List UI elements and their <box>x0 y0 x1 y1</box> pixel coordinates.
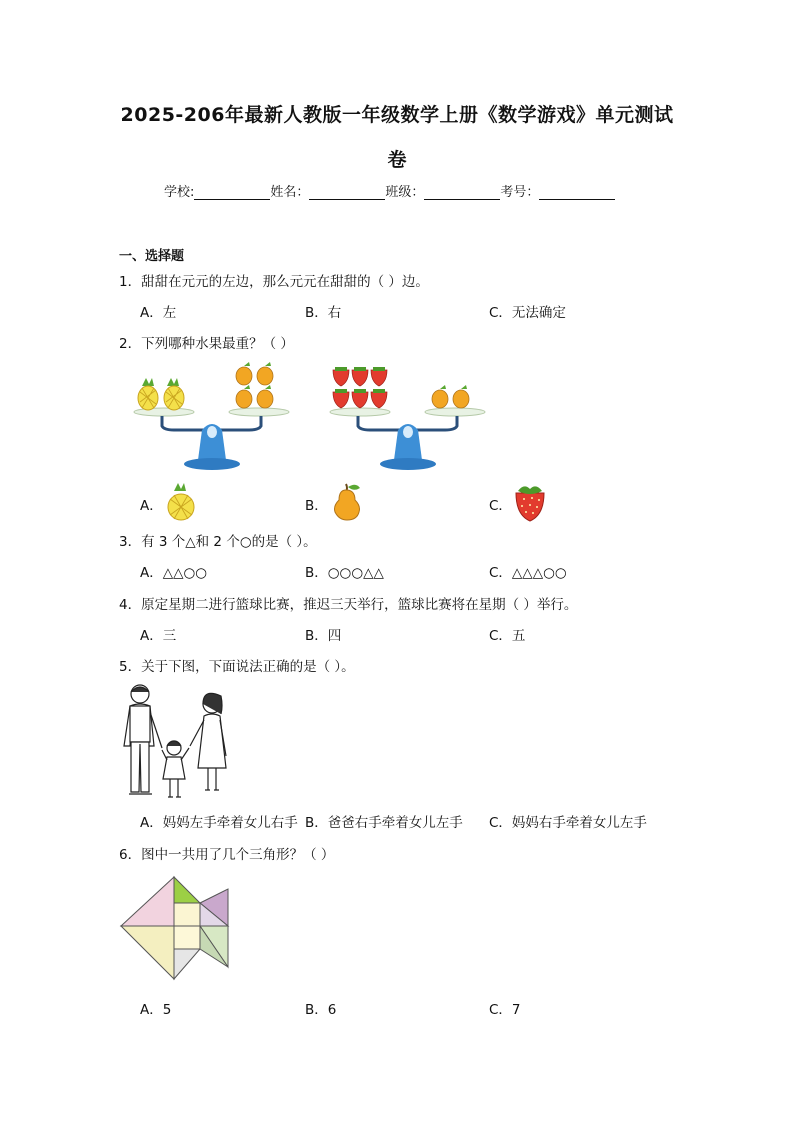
question-5-stem: 5．关于下图，下面说法正确的是（ ）。 <box>119 659 355 675</box>
pineapple-icon <box>164 483 198 521</box>
question-6-option-a[interactable]: A．5 <box>140 1002 172 1018</box>
question-1-option-b[interactable]: B．右 <box>305 305 342 321</box>
tangram-fish <box>121 877 229 981</box>
question-5-option-a[interactable]: A．妈妈左手牵着女儿右手 <box>140 815 298 831</box>
question-2-option-c[interactable]: C． <box>489 498 512 514</box>
student-info <box>164 181 615 200</box>
question-5-option-b[interactable]: B．爸爸右手牵着女儿左手 <box>305 815 463 831</box>
question-6-option-c[interactable]: C．7 <box>489 1002 521 1018</box>
class-field[interactable] <box>424 186 500 200</box>
pineapple-icon <box>164 378 184 410</box>
name-field[interactable] <box>309 186 385 200</box>
school-field[interactable] <box>194 186 270 200</box>
question-3-stem: 3．有 3 个△和 2 个○的是（ ）。 <box>119 534 317 550</box>
question-6-option-b[interactable]: B．6 <box>305 1002 337 1018</box>
exam-no-field[interactable] <box>539 186 615 200</box>
question-3-option-c[interactable]: C．△△△○○ <box>489 565 567 581</box>
section-heading: 一、选择题 <box>119 249 185 264</box>
page-title-continued: 卷 <box>387 149 407 171</box>
pineapple-icon <box>138 378 158 410</box>
balance-scale-2 <box>330 360 485 475</box>
question-4-option-a[interactable]: A．三 <box>140 628 177 644</box>
page-title: 2025-206年最新人教版一年级数学上册《数学游戏》单元测试 <box>120 104 674 126</box>
exam-no-label: 考号： <box>500 185 540 200</box>
question-1-option-c[interactable]: C．无法确定 <box>489 305 566 321</box>
question-4-option-b[interactable]: B．四 <box>305 628 342 644</box>
question-1-option-a[interactable]: A．左 <box>140 305 177 321</box>
question-3-option-b[interactable]: B．○○○△△ <box>305 565 384 581</box>
balance-scale-1 <box>134 360 289 475</box>
question-1-stem: 1．甜甜在元元的左边，那么元元在甜甜的（ ）边。 <box>119 274 429 290</box>
question-4-option-c[interactable]: C．五 <box>489 628 526 644</box>
question-5-option-c[interactable]: C．妈妈右手牵着女儿左手 <box>489 815 647 831</box>
strawberry-icon <box>512 483 548 523</box>
question-6-stem: 6．图中一共用了几个三角形？（ ） <box>119 847 335 863</box>
question-2-option-b[interactable]: B． <box>305 498 328 514</box>
pear-icon <box>330 482 364 522</box>
question-4-stem: 4．原定星期二进行篮球比赛，推迟三天举行，篮球比赛将在星期（ ）举行。 <box>119 597 578 613</box>
name-label: 姓名： <box>270 185 310 200</box>
question-2-option-a[interactable]: A． <box>140 498 163 514</box>
question-2-stem: 2．下列哪种水果最重？（ ） <box>119 336 294 352</box>
question-3-option-a[interactable]: A．△△○○ <box>140 565 208 581</box>
class-label: 班级： <box>385 185 425 200</box>
family-illustration <box>118 682 233 802</box>
school-label: 学校: <box>164 185 195 200</box>
